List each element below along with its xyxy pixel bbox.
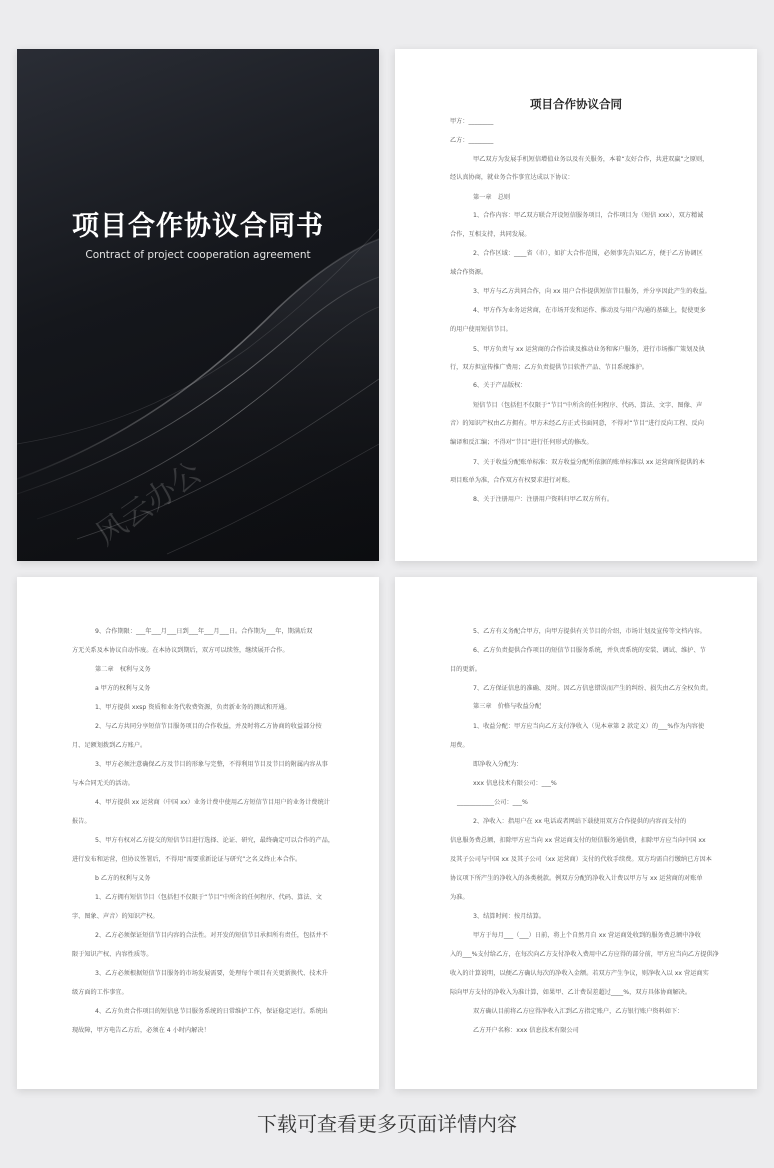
document-page-3 xyxy=(395,577,757,1089)
cover-watermark: 风云办公 xyxy=(89,455,209,553)
text-line: 际向甲方支付的净收入为准计算，如果甲、乙计费误差超过____%，双方具体协商解决。 xyxy=(450,989,692,996)
text-line: 协议项下所产生的净收入的各类税款。例双方分配的净收入计费以甲方与 xx 运营商的对账单 xyxy=(450,875,703,882)
text-line: 的用户使用短信节目。 xyxy=(450,326,512,333)
text-line: 7、关于收益分配账单标准：双方收益分配所依据的账单标准以 xx 运营商所提供的本 xyxy=(473,459,705,466)
text-line: 4、甲方提供 xx 运营商（中国 xx）业务计费中使用乙方短信节目用户的业务计费统计 xyxy=(95,799,330,806)
text-line: 与本合同无关的活动。 xyxy=(72,780,134,787)
text-line: 1、甲方提供 xxsp 资质和业务代收费资源，负责新业务的测试和开通。 xyxy=(95,704,291,711)
text-line: 6、关于产品版权： xyxy=(473,382,527,389)
text-line: 域合作资源。 xyxy=(450,269,488,276)
text-line: 3、甲方与乙方共同合作，向 xx 用户合作提供短信节目服务，并分享因此产生的收益。 xyxy=(473,288,711,295)
text-line: 用费。 xyxy=(450,742,469,749)
text-line: 9、合作期限：___年___月___日到___年___月___日。合作期为___年，期满后双 xyxy=(95,628,313,635)
text-line: 经认真协商，就业务合作事宜达成以下协议： xyxy=(450,174,574,181)
text-line: 级方面的工作事宜。 xyxy=(72,989,128,996)
text-line: 1、合作内容：甲乙双方联合开设短信服务项目，合作项目为（短信 xxx），双方精诚 xyxy=(473,212,704,219)
text-line: 行，双方担宣传推广费用；乙方负责提供节目软件产品、节目系统维护。 xyxy=(450,364,648,371)
text-line: 现故障，甲方电告乙方后，必须在 4 小时内解决！ xyxy=(72,1027,210,1034)
subsection-heading: a 甲方的权利与义务 xyxy=(95,685,151,692)
text-line: 4、乙方负责合作项目的短信息节目服务系统的日常维护工作，保证稳定运行。系统出 xyxy=(95,1008,328,1015)
text-line: 限于知识产权、内容性质等。 xyxy=(72,951,153,958)
text-line: 为准。 xyxy=(450,894,469,901)
text-line: 入的___%支付给乙方，在每次向乙方支付净收入费用中乙方应得的部分前，甲方应当向乙方提供净 xyxy=(450,951,719,958)
text-line: 乙方开户名称：xxx 信息技术有限公司 xyxy=(473,1027,579,1034)
text-line: 5、甲方负责与 xx 运营商的合作洽谈及推动业务和客户服务，进行市场推广策划及执 xyxy=(473,346,705,353)
text-line: 3、结算时间：按月结算。 xyxy=(473,913,545,920)
text-line: 音）的知识产权由乙方拥有。甲方未经乙方正式书面同意，不得对“节目”进行反向工程、反向 xyxy=(450,420,704,427)
text-line: 2、净收入：指用户在 xx 电话或者网站下载使用双方合作提供的内容而支付的 xyxy=(473,818,687,825)
document-title: 项目合作协议合同 xyxy=(530,97,622,111)
text-line: 字、图象、声音）的知识产权。 xyxy=(72,913,159,920)
text-line: 甲方：________ xyxy=(450,118,494,125)
text-line: 2、合作区域：____省（市），如扩大合作范围，必须事先告知乙方，便于乙方协调区 xyxy=(473,250,703,257)
text-line: 2、与乙方共同分享短信节目服务项目的合作收益，并及时将乙方协商的收益部分按 xyxy=(95,723,322,730)
text-line: 进行发布和运营，但协议签署后，不得用“需要重新论证与研究”之名义终止本合作。 xyxy=(72,856,302,863)
text-line: 方无关系及本协议自动作废。在本协议到期后，双方可以续签，继续展开合作。 xyxy=(72,647,289,654)
text-line: ____________公司：___% xyxy=(457,799,528,806)
cover-title: 项目合作协议合同书 xyxy=(72,211,324,242)
text-line: 4、甲方作为业务运营商，在市场开发和运作、推动及与用户沟通的基础上，促使更多 xyxy=(473,307,706,314)
text-line: 即净收入分配为： xyxy=(473,761,523,768)
text-line: 编译和反汇编；不得对“节目”进行任何形式的修改。 xyxy=(450,439,593,446)
download-prompt: 下载可查看更多页面详情内容 xyxy=(257,1112,517,1136)
section-heading: 第二章 权利与义务 xyxy=(95,666,151,673)
text-line: 及其子公司与中国 xx 及其子公司（xx 运营商）支付的代收手续费。双方均需自行缴纳已方因本 xyxy=(450,856,712,863)
text-line: 收入的计算说明，以便乙方确认每次的净收入金额。若双方产生争议，则净收入以 xx 营运商实 xyxy=(450,970,709,977)
text-line: 双方确认目前将乙方应得净收入汇到乙方指定账户，乙方银行账户资料如下： xyxy=(473,1008,684,1015)
section-heading: 第一章 总则 xyxy=(473,194,511,201)
text-line: 甲方于每月___（___）日前，将上个自然月自 xx 营运商处收到的服务费总额中净收 xyxy=(473,932,701,939)
subsection-heading: b 乙方的权利与义务 xyxy=(95,875,151,882)
text-line: 信息服务费总额，扣除甲方应当向 xx 营运商支付的短信服务通信费，扣除甲方应当向中国 xx xyxy=(450,837,706,844)
text-line: 5、甲方有权对乙方提交的短信节目进行选择、论证、研究，最终确定可以合作的产品， xyxy=(95,837,335,844)
text-line: 3、乙方必须根据短信节目服务的市场发展需要，处理每个项目有关更新换代、技术升 xyxy=(95,970,328,977)
text-line: 5、乙方有义务配合甲方，向甲方提供有关节目的介绍，市场计划及宣传等文档内容。 xyxy=(473,628,706,635)
text-line: 2、乙方必须保证短信节目内容的合法性。对开发的短信节目承担所有责任，包括并不 xyxy=(95,932,328,939)
text-line: 短信节目（包括但不仅限于“节目”中所含的任何程序、代码、算法、文字、图像、声 xyxy=(473,402,703,409)
text-line: 目的更新。 xyxy=(450,666,481,673)
document-page-1 xyxy=(395,49,757,561)
text-line: 乙方：________ xyxy=(450,137,494,144)
cover-page xyxy=(17,49,379,561)
text-line: 7、乙方保证信息的准确、及时。因乙方信息错误而产生的纠纷、损失由乙方全权负责。 xyxy=(473,685,713,692)
text-line: 合作，互相支持，共同发展。 xyxy=(450,231,531,238)
cover-subtitle: Contract of project cooperation agreement xyxy=(85,249,311,261)
text-line: 6、乙方负责提供合作项目的短信节目服务系统，并负责系统的安装、调试、维护、节 xyxy=(473,647,706,654)
text-line: 1、收益分配：甲方应当向乙方支付净收入（见本章第 2 款定义）的___%作为内容使 xyxy=(473,723,705,730)
document-page-2 xyxy=(17,577,379,1089)
text-line: 报告。 xyxy=(72,818,91,825)
text-line: 3、甲方必须注意确保乙方及节目的形象与完整，不得利用节目及节目的附属内容从事 xyxy=(95,761,328,768)
text-line: 8、关于注册用户：注册用户资料归甲乙双方所有。 xyxy=(473,496,614,503)
text-line: xxx 信息技术有限公司：___% xyxy=(473,780,557,787)
text-line: 项目账单为准，合作双方有权要求进行对账。 xyxy=(450,477,574,484)
text-line: 甲乙双方为发展手机短信增值业务以及有关服务，本着“友好合作，共进双赢”之原则， xyxy=(473,156,709,163)
section-heading: 第三章 价格与收益分配 xyxy=(473,703,542,710)
text-line: 1、乙方拥有短信节目（包括但不仅限于“节目”中所含的任何程序、代码、算法、文 xyxy=(95,894,322,901)
text-line: 月、足额划拨到乙方账户。 xyxy=(72,742,147,749)
